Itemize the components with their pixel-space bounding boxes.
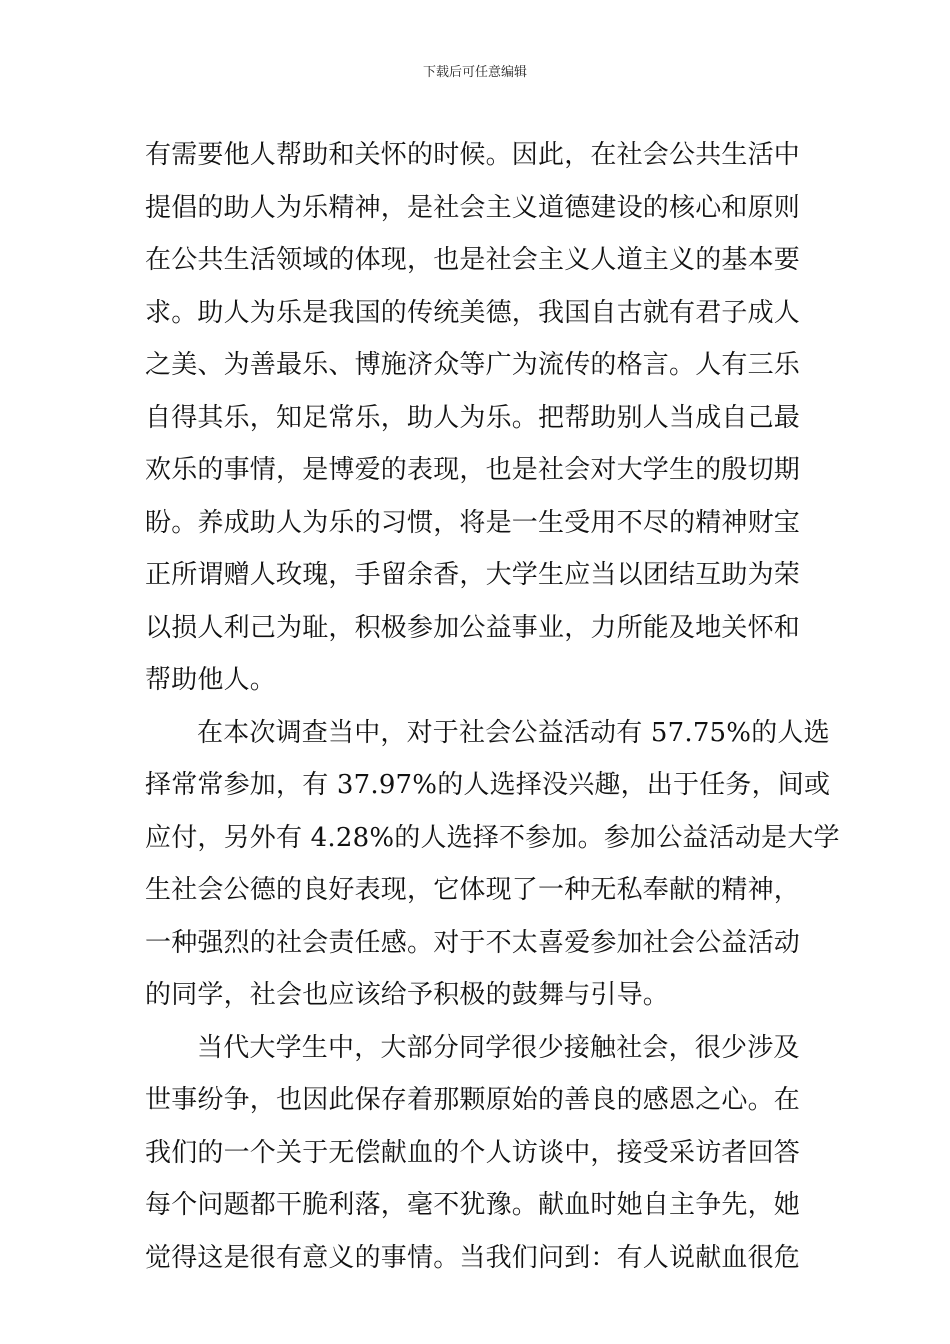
text-line: 正所谓赠人玫瑰，手留余香，大学生应当以团结互助为荣 xyxy=(145,560,801,590)
text-line: 世事纷争，也因此保存着那颗原始的善良的感恩之心。在 xyxy=(145,1085,801,1115)
text-line: 一种强烈的社会责任感。对于不太喜爱参加社会公益活动 xyxy=(145,927,801,958)
text-line: 的同学，社会也应该给予积极的鼓舞与引导。 xyxy=(145,980,670,1010)
text-line: 求。助人为乐是我国的传统美德，我国自古就有君子成人 xyxy=(145,297,801,328)
text-line: 帮助他人。 xyxy=(145,665,277,695)
text-line: 每个问题都干脆利落，毫不犹豫。献血时她自主争先，她 xyxy=(145,1190,801,1220)
text-line: 在公共生活领域的体现，也是社会主义人道主义的基本要 xyxy=(145,245,801,275)
text-line: 有需要他人帮助和关怀的时候。因此，在社会公共生活中 xyxy=(145,140,801,170)
text-line: 应付，另外有 4.28%的人选择不参加。参加公益活动是大学 xyxy=(145,822,840,853)
header-note: 下载后可任意编辑 xyxy=(422,65,527,80)
text-line: 盼。养成助人为乐的习惯，将是一生受用不尽的精神财宝 xyxy=(145,507,801,538)
text-line: 我们的一个关于无偿献血的个人访谈中，接受采访者回答 xyxy=(145,1137,801,1168)
text-line: 自得其乐，知足常乐，助人为乐。把帮助别人当成自己最 xyxy=(145,402,801,433)
paragraph-first-line: 在本次调查当中，对于社会公益活动有 57.75%的人选 xyxy=(197,717,830,748)
text-line: 觉得这是很有意义的事情。当我们问到：有人说献血很危 xyxy=(145,1242,801,1273)
text-line: 提倡的助人为乐精神，是社会主义道德建设的核心和原则 xyxy=(145,192,801,223)
text-line: 之美、为善最乐、博施济众等广为流传的格言。人有三乐 xyxy=(145,350,801,380)
text-line: 欢乐的事情，是博爱的表现，也是社会对大学生的殷切期 xyxy=(145,455,801,485)
document-body xyxy=(145,129,840,1284)
text-line: 择常常参加，有 37.97%的人选择没兴趣，出于任务，间或 xyxy=(145,770,831,800)
text-line: 生社会公德的良好表现，它体现了一种无私奉献的精神， xyxy=(145,875,801,905)
paragraph-first-line: 当代大学生中，大部分同学很少接触社会，很少涉及 xyxy=(197,1032,800,1063)
text-line: 以损人利己为耻，积极参加公益事业，力所能及地关怀和 xyxy=(145,612,801,643)
